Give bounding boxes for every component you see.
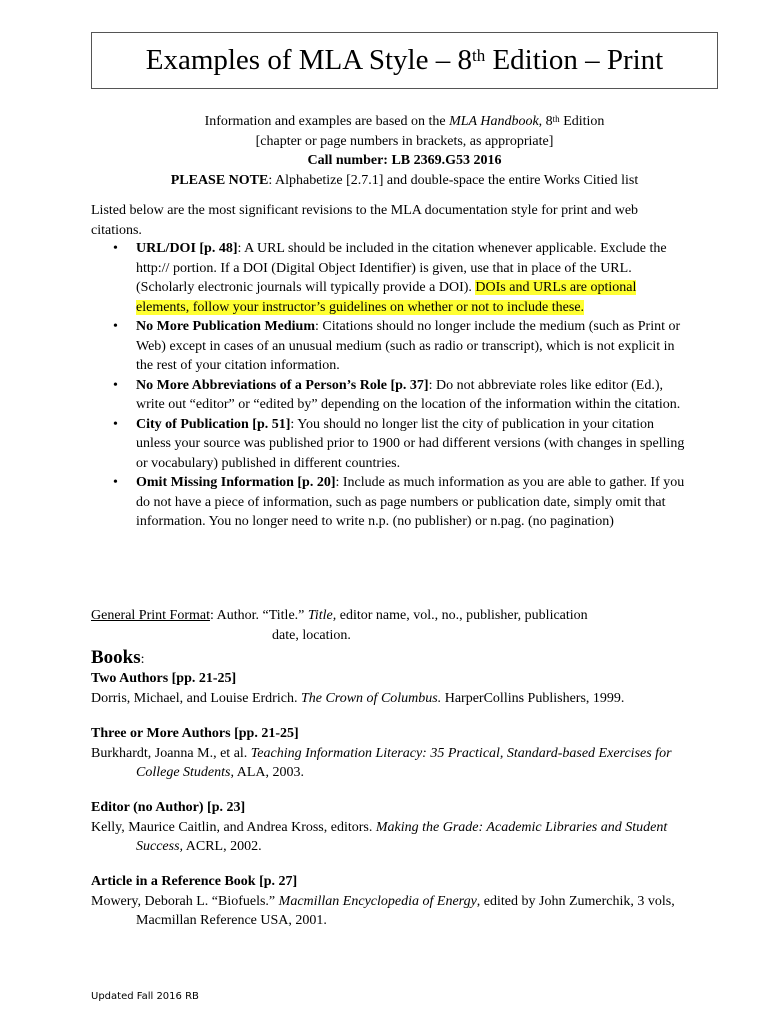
bullet-icon: • <box>113 241 118 256</box>
entry-heading: Three or More Authors [pp. 21-25] <box>91 726 299 741</box>
citation: Burkhardt, Joanna M., et al. Teaching Information Literacy: 35 Practical, Standard-based Exercises for College Students, ALA, 2003. <box>91 745 672 780</box>
bullet-icon: • <box>113 475 118 490</box>
list-item: • URL/DOI [p. 48]: A URL should be included in the citation whenever applicable. Exclude the http:// portion. If a DOI (Digital Object Identifier) is given, use that in place of the URL. (Scholarly electronic journals will typically provide a DOI). DOIs and URLs are optional elements, follow your instructor’s guidelines on whether or not to include these. <box>113 241 667 315</box>
citation: Dorris, Michael, and Louise Erdrich. The Crown of Columbus. HarperCollins Publishers, 1999. <box>91 690 625 706</box>
call-number: Call number: LB 2369.G53 2016 <box>307 153 502 168</box>
entry-heading: Editor (no Author) [p. 23] <box>91 800 246 815</box>
list-item: • Omit Missing Information [p. 20]: Include as much information as you are able to gather. If you do not have a piece of information, such as page numbers or publication date, simply omit that information. You no longer need to write n.p. (no publisher) or n.pag. (no pagination) <box>113 475 685 529</box>
entry-heading: Article in a Reference Book [p. 27] <box>91 874 298 889</box>
general-format-label: General Print Format <box>91 608 210 623</box>
intro-block <box>91 112 718 190</box>
citation: Kelly, Maurice Caitlin, and Andrea Kross, editors. Making the Grade: Academic Libraries and Student Success, ACRL, 2002. <box>91 819 668 854</box>
intro-line-2: [chapter or page numbers in brackets, as appropriate] <box>255 133 554 149</box>
general-print-format: General Print Format: Author. “Title.” Title, editor name, vol., no., publisher, publication date, location. <box>91 608 588 643</box>
intro-line-1: Information and examples are based on the MLA Handbook, 8th Edition <box>204 114 605 129</box>
entry-two-authors <box>91 669 691 708</box>
citation: Mowery, Deborah L. “Biofuels.” Macmillan Encyclopedia of Energy, edited by John Zumerchik, 3 vols, Macmillan Reference USA, 2001. <box>91 893 675 928</box>
entry-reference-article <box>91 872 691 931</box>
list-item: • No More Publication Medium: Citations should no longer include the medium (such as Print or Web) except in cases of an unusual medium (such as radio or transcript), which is not explicit in the rest of your citation information. <box>113 319 681 373</box>
entry-editor <box>91 798 691 857</box>
revisions-intro: Listed below are the most significant revisions to the MLA documentation style for print and web citations. <box>91 203 639 238</box>
footer-note: Updated Fall 2016 RB <box>91 991 199 1002</box>
entry-heading: Two Authors [pp. 21-25] <box>91 671 237 686</box>
page-title: Examples of MLA Style – 8th Edition – Print <box>145 44 664 76</box>
entry-three-authors <box>91 724 691 783</box>
bullet-icon: • <box>113 377 118 393</box>
revisions-list <box>91 239 691 532</box>
list-item: • No More Abbreviations of a Person’s Role [p. 37]: Do not abbreviate roles like editor (Ed.), write out “editor” or “edited by” depending on the location of the information within the citation. <box>113 377 681 412</box>
list-item: • City of Publication [p. 51]: You should no longer list the city of publication in your citation unless your source was published prior to 1900 or had different versions (with changes in spelling or vocabulary) published in different countries. <box>113 416 685 471</box>
books-heading: Books: <box>91 647 145 668</box>
bullet-icon: • <box>113 416 118 432</box>
bullet-icon: • <box>113 319 118 334</box>
highlighted-note: DOIs and URLs are optional elements, follow your instructor’s guidelines on whether or not to include these. <box>136 280 637 315</box>
title-box <box>91 32 718 89</box>
please-note: PLEASE NOTE: Alphabetize [2.7.1] and double-space the entire Works Citied list <box>170 172 639 188</box>
